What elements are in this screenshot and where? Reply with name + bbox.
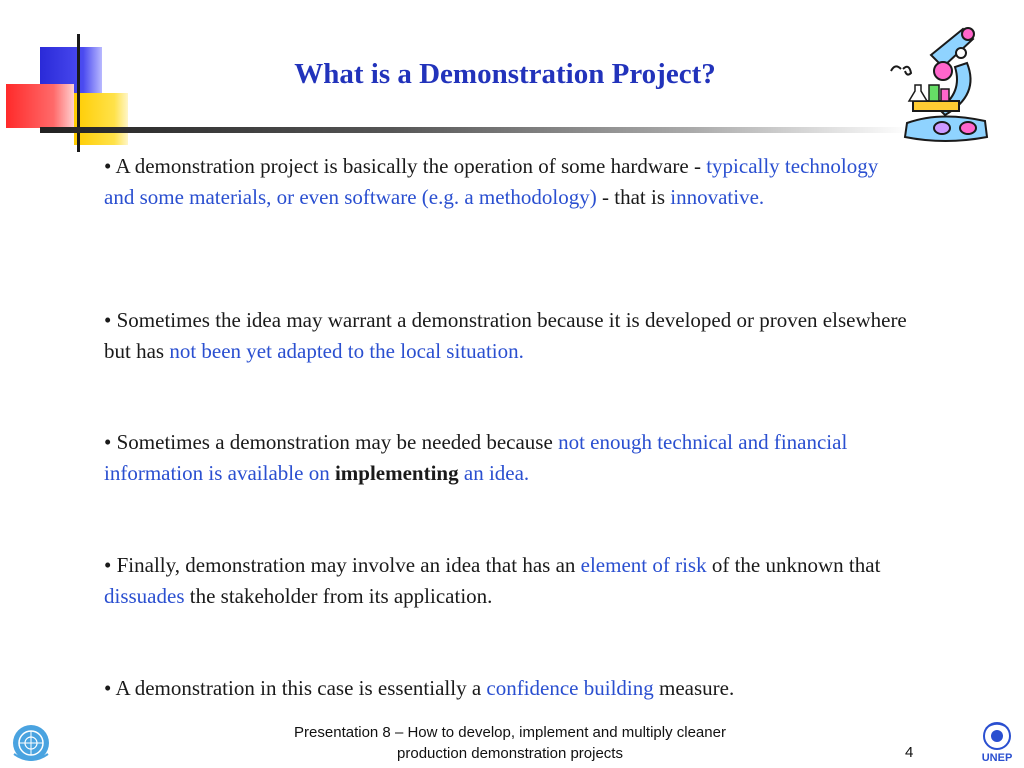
footer-caption	[210, 722, 810, 764]
footer-line-2: production demonstration projects	[397, 745, 623, 762]
bullet-5	[104, 673, 909, 704]
bullet-highlight: confidence building	[486, 676, 654, 700]
bullet-highlight: element of risk	[580, 553, 707, 577]
bullet-highlight: typically technology and some materials, or even software (e.g. a methodology)	[104, 154, 879, 209]
unep-logo-label: UNEP	[981, 752, 1013, 764]
bullet-highlight: innovative.	[670, 185, 765, 209]
slide-title: What is a Demonstration Project?	[294, 58, 716, 90]
bullet-text: measure.	[653, 676, 735, 700]
bullet-highlight: dissuades	[104, 584, 185, 608]
footer-line-1: Presentation 8 – How to develop, implement and multiply cleaner	[294, 724, 726, 741]
bullet-marker: •	[104, 308, 117, 332]
bullet-marker: •	[104, 553, 117, 577]
bullet-marker: •	[104, 430, 117, 454]
bullet-text: A demonstration project is basically the operation of some hardware -	[115, 154, 707, 178]
title-decoration-red-square	[6, 84, 74, 128]
bullet-text: Sometimes a demonstration may be needed because	[116, 430, 559, 454]
bullet-1	[104, 151, 909, 213]
page-number: 4	[905, 744, 914, 761]
bullet-text: of the unknown that	[706, 553, 881, 577]
bullet-marker: •	[104, 154, 116, 178]
bullet-text: Sometimes the idea may warrant a demonstration because it is developed or proven elsewhere but has	[104, 308, 907, 363]
title-divider-line	[40, 127, 910, 133]
unido-logo-icon	[8, 722, 54, 764]
bullet-text: Finally, demonstration may involve an idea that has an	[116, 553, 581, 577]
bullet-marker: •	[104, 676, 116, 700]
title-decoration-vertical-line	[77, 34, 80, 152]
bullet-text: - that is	[596, 185, 671, 209]
bullet-3	[104, 427, 909, 489]
bullet-text: the stakeholder from its application.	[184, 584, 493, 608]
microscope-icon	[885, 25, 995, 150]
bullet-text: A demonstration in this case is essentially a	[115, 676, 487, 700]
bullet-2	[104, 305, 909, 367]
bullet-highlight: an idea.	[458, 461, 530, 485]
bullet-bold-text: implementing	[334, 461, 459, 485]
bullet-highlight: not enough technical and financial information is available on	[104, 430, 848, 485]
bullet-4	[104, 550, 909, 612]
title-decoration-yellow-square	[74, 93, 128, 145]
bullet-highlight: not been yet adapted to the local situation.	[169, 339, 524, 363]
